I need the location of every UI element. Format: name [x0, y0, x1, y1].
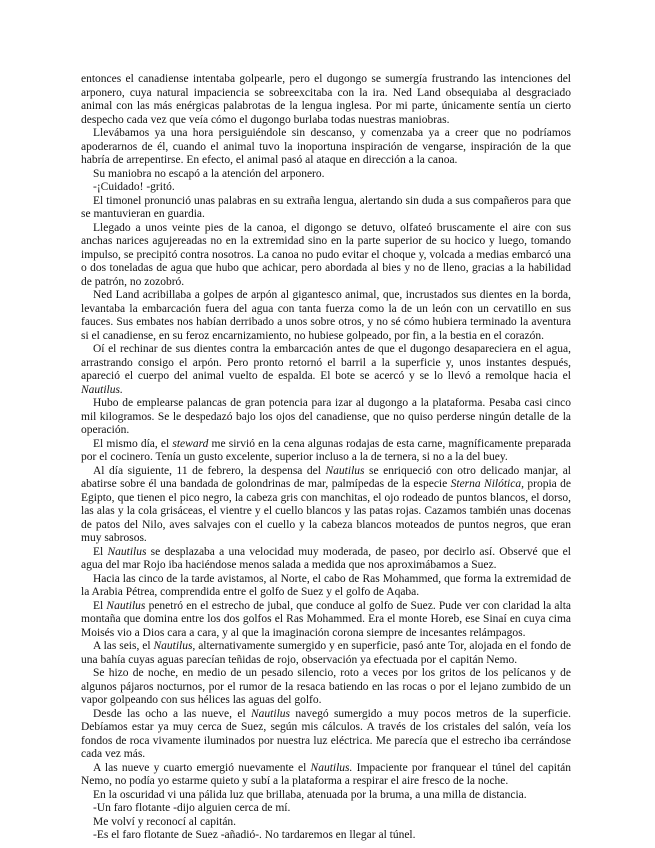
text-run: El timonel pronunció unas palabras en su extraña lengua, alertando sin duda a sus compañeros para que se mantuvieran en guardia.	[81, 194, 571, 220]
text-run: entonces el canadiense intentaba golpearle, pero el dugongo se sumergía frustrando las intenciones del arponero, cuya natural impaciencia se sobreexcitaba con la ira. Ned Land obsequiaba al desgraciado animal con las más enérgicas palabrotas de la lengua inglesa. Por mi parte, únicamente sentía un cierto despecho cada vez que veía cómo el dugongo burlaba todas nuestras maniobras.	[81, 73, 571, 126]
paragraph	[81, 829, 571, 843]
italic-text: Nautilus.	[81, 383, 123, 396]
text-run: se enriqueció con otro delicado manjar, al abatirse sobre él una bandada de golondrinas de mar, palmípedas de la especie	[81, 464, 571, 490]
paragraph	[81, 343, 571, 397]
paragraph	[81, 289, 571, 343]
text-run: -Es el faro flotante de Suez -añadió-. No tardaremos en llegar al túnel.	[93, 829, 416, 841]
italic-text: Nautilus,	[153, 640, 196, 652]
paragraph	[81, 438, 571, 465]
paragraph	[81, 802, 571, 816]
text-run: me sirvió en la cena algunas rodajas de esta carne, magníficamente preparada por el cocinero. Tenía un gusto excelente, superior incluso a la de ternera, si no a la del buey.	[81, 437, 571, 463]
paragraph	[81, 73, 571, 127]
paragraph	[81, 789, 571, 803]
italic-text: Nautilus.	[310, 761, 353, 774]
text-run: Impaciente por franquear el túnel del capitán Nemo, no podía yo estarme quieto y subí a la plataforma a respirar el aire fresco de la noche.	[81, 761, 571, 787]
text-run: A las seis, el	[93, 640, 154, 652]
text-run: Se hizo de noche, en medio de un pesado silencio, roto a veces por los gritos de los pelícanos y de algunos pájaros nocturnos, por el rumor de la resaca batiendo en las rocas o por el lejano zumbido de un vapor golpeando con sus hélices las aguas del golfo.	[81, 667, 571, 706]
paragraph	[81, 465, 571, 546]
text-run: alternativamente sumergido y en superficie, pasó ante Tor, alojada en el fondo de una bahía cuyas aguas parecían teñidas de rojo, observación ya efectuada por el capitán Nemo.	[81, 640, 571, 666]
text-run: Hacia las cinco de la tarde avistamos, al Norte, el cabo de Ras Mohammed, que forma la extremidad de la Arabia Pétrea, comprendida entre el golfo de Suez y el golfo de Aqaba.	[81, 572, 571, 598]
italic-text: steward	[172, 437, 209, 450]
text-run: se desplazaba a una velocidad muy moderada, de paseo, por decirlo así. Observé que el agua del mar Rojo iba haciéndose menos salada a medida que nos aproximábamos a Suez.	[81, 545, 571, 571]
paragraph	[81, 222, 571, 290]
text-run: -Un faro flotante -dijo alguien cerca de mí.	[93, 802, 291, 814]
italic-text: Nautilus	[106, 599, 146, 612]
text-run: En la oscuridad vi una pálida luz que brillaba, atenuada por la bruma, a una milla de distancia.	[93, 788, 527, 801]
text-run: -¡Cuidado! -gritó.	[93, 181, 175, 193]
body-text	[81, 73, 571, 843]
text-run: Su maniobra no escapó a la atención del arponero.	[93, 167, 325, 180]
italic-text: Nautilus	[325, 464, 365, 477]
paragraph	[81, 127, 571, 168]
text-run: navegó sumergido a muy pocos metros de la superficie. Debíamos estar ya muy cerca de Suez, según mis cálculos. A través de los cristales del salón, veía los fondos de roca vivamente iluminados por nuestra luz eléctrica. Me parecía que el estrecho iba cerrándose cada vez más.	[81, 707, 571, 760]
text-run: Me volví y reconocí al capitán.	[93, 815, 237, 828]
text-run: Desde las ocho a las nueve, el	[93, 707, 252, 720]
text-run: A las nueve y cuarto emergió nuevamente el	[93, 761, 311, 774]
italic-text: Sterna Nilótica,	[450, 478, 524, 490]
text-run: Llevábamos ya una hora persiguiéndole sin descanso, y comenzaba ya a creer que no podríamos apoderarnos de él, cuando el animal tuvo la inoportuna inspiración de vengarse, inspiración de la que habría de arrepentirse. En efecto, el animal pasó al ataque en dirección a la canoa.	[81, 127, 571, 166]
paragraph	[81, 573, 571, 600]
text-run: El	[93, 599, 107, 612]
paragraph	[81, 195, 571, 222]
text-run: propia de Egipto, que tienen el pico negro, la cabeza gris con manchitas, el ojo rodeado de puntos blancos, el dorso, las alas y la cola grisáceas, el vientre y el cuello blancos y las patas rojas. Cazamos también unas docenas de patos del Nilo, aves salvajes con el cuello y la cabeza blancos moteados de puntos negros, que eran muy sabrosos.	[81, 478, 571, 544]
text-run: Al día siguiente, 11 de febrero, la despensa del	[93, 464, 326, 477]
paragraph	[81, 640, 571, 667]
text-run: El mismo día, el	[93, 437, 173, 450]
text-run: Llegado a unos veinte pies de la canoa, el digongo se detuvo, olfateó bruscamente el aire con sus anchas narices agujereadas no en la extremidad sino en la parte superior de su hocico y luego, tomando impulso, se precipitó contra nosotros. La canoa no pudo evitar el choque y, volcada a medias embarcó una o dos toneladas de agua que hubo que achicar, pero abordada al bies y no de lleno, gracias a la habilidad de patrón, no zozobró.	[81, 221, 571, 288]
text-run: Hubo de emplearse palancas de gran potencia para izar al dugongo a la plataforma. Pesaba casi cinco mil kilogramos. Se le despedazó bajo los ojos del canadiense, que no quiso perderse ningún detalle de la operación.	[81, 397, 571, 436]
text-run: Ned Land acribillaba a golpes de arpón al gigantesco animal, que, incrustados sus dientes en la borda, levantaba la embarcación fuera del agua con tanta fuerza como la de un león con un cervatillo en sus fauces. Sus embates nos habían derribado a unos sobre otros, y no sé cómo hubiera terminado la aventura si el canadiense, en su feroz encarnizamiento, no hubiese golpeado, por fin, a la bestia en el corazón.	[81, 289, 571, 342]
paragraph	[81, 600, 571, 641]
paragraph	[81, 708, 571, 762]
text-run: Oí el rechinar de sus dientes contra la embarcación antes de que el dugongo desapareciera en el agua, arrastrando consigo el arpón. Pero pronto retornó el barril a la superficie y, unos instantes después, apareció el cuerpo del animal vuelto de espalda. El bote se acercó y se lo llevó a remolque hacia el	[81, 343, 571, 382]
paragraph	[81, 168, 571, 182]
italic-text: Nautilus	[107, 545, 147, 558]
paragraph	[81, 546, 571, 573]
text-run: El	[93, 545, 108, 558]
text-run: penetró en el estrecho de jubal, que conduce al golfo de Suez. Pude ver con claridad la alta montaña que domina entre los dos golfos el Ras Mohammed. Era el monte Horeb, ese Sinaí en cuya cima Moisés vio a Dios cara a cara, y al que la imaginación corona siempre de incesantes relámpagos.	[81, 599, 571, 639]
paragraph	[81, 397, 571, 438]
paragraph	[81, 181, 571, 195]
paragraph	[81, 762, 571, 789]
paragraph	[81, 816, 571, 830]
italic-text: Nautilus	[251, 707, 290, 720]
paragraph	[81, 667, 571, 708]
